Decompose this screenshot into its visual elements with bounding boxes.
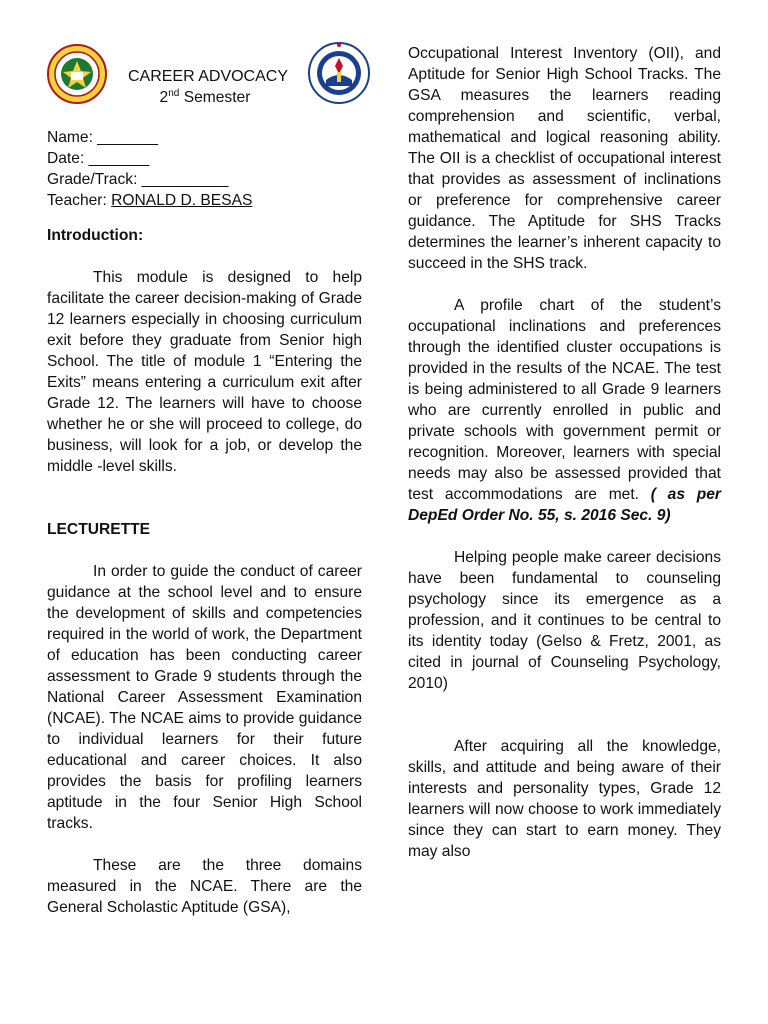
teacher-name: RONALD D. BESAS — [111, 192, 253, 209]
student-info — [47, 127, 362, 211]
school-seal-icon — [47, 44, 107, 104]
profile-chart-paragraph — [408, 295, 721, 526]
left-column — [47, 0, 362, 918]
deped-seal-icon — [308, 42, 370, 104]
profile-chart-text: A profile chart of the student’s occupational inclinations and preferences through the identified cluster occupations is provided in the results of the NCAE. The test is being administered to all Grade 9 learners who are currently enrolled in public and private schools with government permit or recognition. Moreover, learners with special needs may also be assessed provided that test accommodations are met. — [408, 297, 721, 503]
grade-track-field: Grade/Track: __________ — [47, 171, 229, 188]
semester-suffix: nd — [168, 87, 180, 99]
after-acquiring-paragraph: After acquiring all the knowledge, skills, and attitude and being aware of their interests and personality types, Grade 12 learners will now choose to work immediately since they can start to earn money. They may also — [408, 738, 721, 860]
deped-order-citation: ( as per DepEd Order No. 55, s. 2016 Sec. 9) — [408, 486, 721, 524]
teacher-prefix: Teacher: — [47, 192, 112, 209]
lecturette-heading: LECTURETTE — [47, 521, 151, 538]
document-header — [47, 0, 362, 110]
lecturette-paragraph-2: These are the three domains measured in the NCAE. There are the General Scholastic Aptitude (GSA), — [47, 857, 362, 916]
domains-paragraph-continued: Occupational Interest Inventory (OII), and Aptitude for Senior High School Tracks. The GSA measures the learners reading comprehension and scientific, verbal, mathematical and logical reasoning ability. The OII is a checklist of occupational interest that provides as assessment of inclinations or preference for comprehensive career guidance. The Aptitude for SHS Tracks determines the learner’s inherent capacity to succeed in the SHS track. — [408, 45, 721, 272]
date-field: Date: _______ — [47, 150, 150, 167]
counseling-paragraph: Helping people make career decisions have been fundamental to counseling psychology since its emergence as a profession, and it continues to be central to its identity today (Gelso & Fretz, 2001, as cited in journal of Counseling Psychology, 2010) — [408, 549, 721, 692]
semester-word: Semester — [179, 89, 251, 106]
title-block — [113, 66, 303, 108]
right-column — [408, 43, 721, 862]
semester-label — [107, 87, 303, 108]
introduction-heading: Introduction: — [47, 227, 144, 244]
teacher-field — [47, 190, 362, 211]
course-title: CAREER ADVOCACY — [127, 68, 289, 85]
name-field: Name: _______ — [47, 129, 158, 146]
introduction-paragraph: This module is designed to help facilitate the career decision-making of Grade 12 learners especially in choosing curriculum exit before they graduate from Senior high School. The title of module 1 “Entering the Exits” means entering a curriculum exit after Grade 12. The learners will have to choose whether he or she will proceed to college, do business, will look for a job, or develop the middle -level skills. — [47, 269, 362, 475]
semester-number: 2 — [159, 89, 169, 106]
lecturette-paragraph-1: In order to guide the conduct of career guidance at the school level and to ensure the development of skills and competencies required in the world of work, the Department of education has been conducting career assessment to Grade 9 students through the National Career Assessment Examination (NCAE). The NCAE aims to provide guidance to individual learners for their future educational and career choices. It also provides the basis for profiling learners aptitude in the four Senior High School tracks. — [47, 563, 362, 832]
